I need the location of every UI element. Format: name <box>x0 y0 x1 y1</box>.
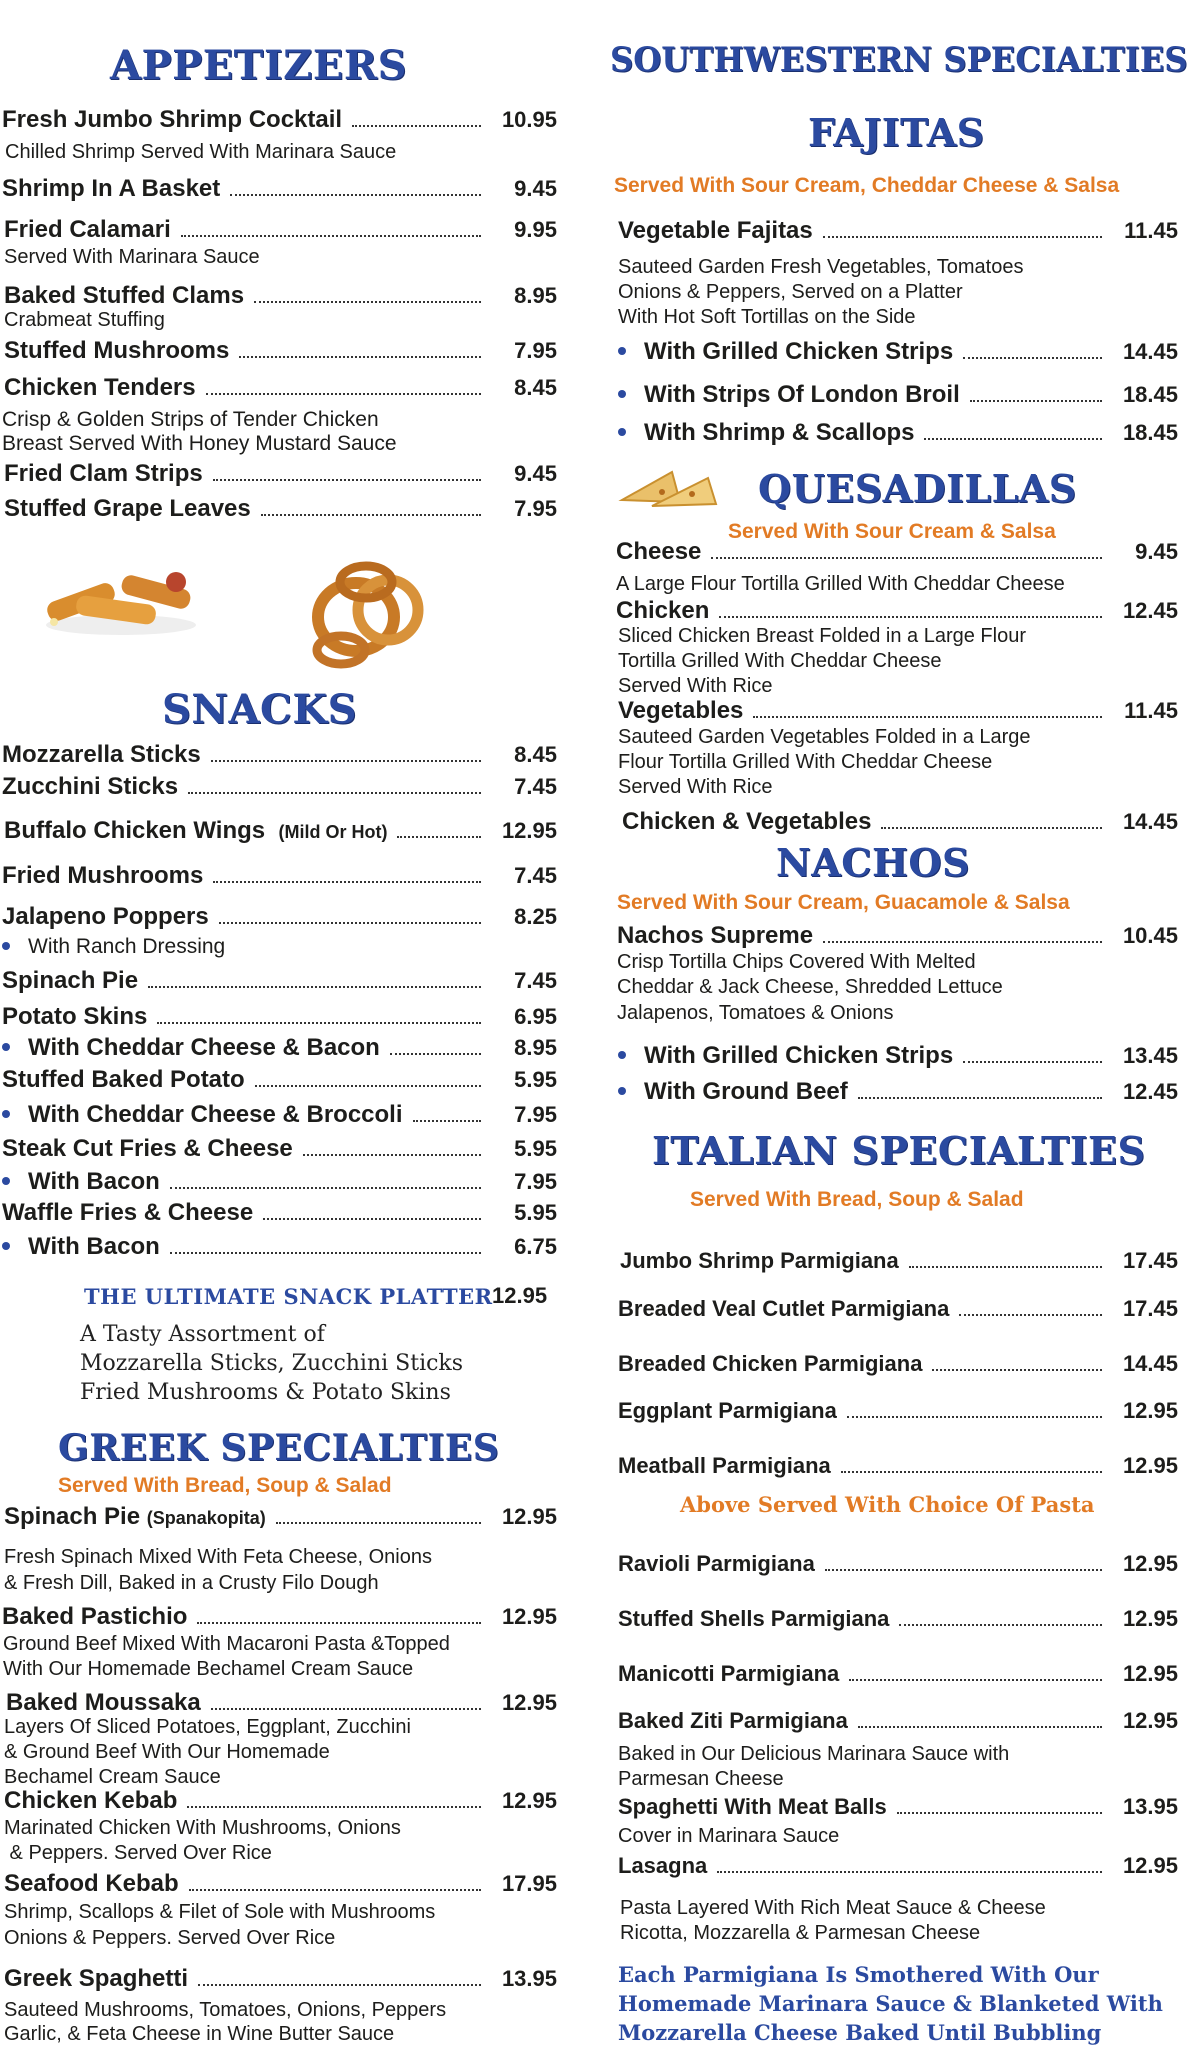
menu-item <box>4 374 557 404</box>
item-name: Ravioli Parmigiana <box>618 1551 815 1576</box>
item-name: Mozzarella Sticks <box>2 741 201 768</box>
item-price: 17.45 <box>1122 1296 1178 1321</box>
item-description: Baked in Our Delicious Marinara Sauce with <box>618 1743 1010 1765</box>
menu-item <box>618 1853 1178 1883</box>
item-price: 5.95 <box>514 1136 557 1161</box>
item-description: Served With Marinara Sauce <box>4 246 260 268</box>
menu-item <box>622 808 1178 838</box>
menu-item <box>620 1248 1178 1278</box>
quesadillas-subtitle: Served With Sour Cream & Salsa <box>728 520 1056 543</box>
menu-item <box>618 1606 1178 1636</box>
menu-item <box>2 1034 557 1064</box>
quesadilla-illustration <box>618 466 722 512</box>
item-name: Zucchini Sticks <box>2 773 179 800</box>
item-price: 12.95 <box>1122 1453 1178 1478</box>
item-name: With Cheddar Cheese & Broccoli <box>2 1101 403 1129</box>
item-name: Chicken Kebab <box>4 1787 178 1814</box>
item-description: Fresh Spinach Mixed With Feta Cheese, Onions <box>4 1546 432 1568</box>
item-price: 12.95 <box>501 1504 557 1529</box>
item-price: 12.95 <box>501 1788 557 1813</box>
item-description: Sauteed Garden Fresh Vegetables, Tomatoes <box>618 256 1024 278</box>
item-name: With Grilled Chicken Strips <box>618 1042 953 1070</box>
parmigiana-footer: Each Parmigiana Is Smothered With Our <box>618 1962 1099 1987</box>
italian-subtitle: Served With Bread, Soup & Salad <box>690 1188 1024 1211</box>
onion-rings-illustration <box>296 552 441 672</box>
item-description: Shrimp, Scallops & Filet of Sole with Mushrooms <box>4 1901 436 1923</box>
item-price: 7.95 <box>514 496 557 521</box>
item-price: 13.45 <box>1122 1043 1178 1068</box>
menu-item <box>618 338 1178 368</box>
item-price: 14.45 <box>1122 1351 1178 1376</box>
item-price: 7.45 <box>514 968 557 993</box>
item-price: 9.45 <box>514 461 557 486</box>
menu-item <box>616 597 1178 627</box>
menu-item <box>618 697 1178 727</box>
item-description: Layers Of Sliced Potatoes, Eggplant, Zucchini <box>4 1716 411 1738</box>
item-name: Fresh Jumbo Shrimp Cocktail <box>2 106 343 133</box>
item-price: 12.45 <box>1122 1079 1178 1104</box>
menu-item <box>4 495 557 525</box>
item-description: Onions & Peppers, Served on a Platter <box>618 281 963 303</box>
item-name: Shrimp In A Basket <box>2 175 221 202</box>
menu-item <box>4 1503 557 1533</box>
item-price: 12.95 <box>1122 1606 1178 1631</box>
menu-item <box>2 1135 557 1165</box>
item-price: 17.95 <box>501 1871 557 1896</box>
item-name: Chicken & Vegetables <box>622 808 872 835</box>
item-name: Jalapeno Poppers <box>2 903 209 930</box>
menu-item <box>2 1603 557 1633</box>
item-price: 7.95 <box>514 1169 557 1194</box>
item-description: Cover in Marinara Sauce <box>618 1825 840 1847</box>
quesadillas-heading: QUESADILLAS <box>758 466 1077 511</box>
menu-item <box>4 1965 557 1995</box>
item-description: Ground Beef Mixed With Macaroni Pasta &Topped <box>3 1633 450 1655</box>
snack-platter-description: Fried Mushrooms & Potato Skins <box>80 1380 451 1405</box>
item-price: 18.45 <box>1122 420 1178 445</box>
item-price: 6.75 <box>514 1234 557 1259</box>
item-name: Lasagna <box>618 1853 708 1878</box>
item-name: Stuffed Mushrooms <box>4 337 230 364</box>
item-name: Steak Cut Fries & Cheese <box>2 1135 293 1162</box>
item-description: Served With Rice <box>618 675 773 697</box>
item-price: 6.95 <box>514 1004 557 1029</box>
item-name: Greek Spaghetti <box>4 1965 189 1992</box>
menu-item <box>2 862 557 892</box>
item-description: & Ground Beef With Our Homemade <box>4 1741 330 1763</box>
item-description: Chilled Shrimp Served With Marinara Sauce <box>5 141 397 163</box>
item-name: Breaded Veal Cutlet Parmigiana <box>618 1296 950 1321</box>
item-price: 7.95 <box>514 338 557 363</box>
menu-item <box>4 460 557 490</box>
fajitas-heading: FAJITAS <box>808 110 985 155</box>
menu-item <box>2 1066 557 1096</box>
parmigiana-footer: Homemade Marinara Sauce & Blanketed With <box>618 1991 1163 2016</box>
item-name: Fried Calamari <box>4 216 171 243</box>
nachos-subtitle: Served With Sour Cream, Guacamole & Salsa <box>617 891 1070 914</box>
item-price: 12.95 <box>1122 1853 1178 1878</box>
item-description: Jalapenos, Tomatoes & Onions <box>617 1002 894 1024</box>
item-price: 14.45 <box>1122 809 1178 834</box>
menu-item <box>2 1233 557 1263</box>
mozzarella-sticks-illustration <box>36 560 206 640</box>
item-name: Breaded Chicken Parmigiana <box>618 1351 923 1376</box>
item-price: 12.95 <box>1122 1551 1178 1576</box>
item-name: With Shrimp & Scallops <box>618 419 914 447</box>
item-name: Waffle Fries & Cheese <box>2 1199 254 1226</box>
snack-platter-price: 12.95 <box>492 1283 548 1308</box>
italian-heading: ITALIAN SPECIALTIES <box>652 1128 1146 1173</box>
item-name: With Bacon <box>2 1168 160 1196</box>
snack-platter-description: A Tasty Assortment of <box>80 1322 325 1347</box>
item-name: Fried Mushrooms <box>2 862 204 889</box>
item-name: Chicken <box>616 597 710 624</box>
item-name: Buffalo Chicken Wings (Mild Or Hot) <box>4 817 388 844</box>
item-name: Spaghetti With Meat Balls <box>618 1794 887 1819</box>
item-name: With Ground Beef <box>618 1078 848 1106</box>
item-price: 12.95 <box>501 1690 557 1715</box>
item-description: Ricotta, Mozzarella & Parmesan Cheese <box>620 1922 981 1944</box>
snack-platter-description: Mozzarella Sticks, Zucchini Sticks <box>80 1351 464 1376</box>
item-name: Eggplant Parmigiana <box>618 1398 837 1423</box>
menu-item <box>2 175 557 205</box>
menu-item <box>618 1661 1178 1691</box>
item-description: Sauteed Mushrooms, Tomatoes, Onions, Peppers <box>4 1999 447 2021</box>
menu-item <box>4 817 557 847</box>
item-description: Pasta Layered With Rich Meat Sauce & Cheese <box>620 1897 1046 1919</box>
item-price: 9.45 <box>1135 539 1178 564</box>
item-price: 8.45 <box>514 742 557 767</box>
item-name: Baked Moussaka <box>6 1689 201 1716</box>
item-description: Breast Served With Honey Mustard Sauce <box>2 432 397 455</box>
item-price: 8.95 <box>514 1035 557 1060</box>
greek-subtitle: Served With Bread, Soup & Salad <box>58 1474 392 1497</box>
nachos-heading: NACHOS <box>776 840 970 885</box>
item-name: Nachos Supreme <box>617 922 814 949</box>
snack-platter-title: THE ULTIMATE SNACK PLATTER <box>84 1284 493 1309</box>
item-price: 7.95 <box>514 1102 557 1127</box>
item-price: 12.95 <box>1122 1398 1178 1423</box>
greek-heading: GREEK SPECIALTIES <box>58 1427 500 1469</box>
item-price: 12.45 <box>1122 598 1178 623</box>
parmigiana-footer: Mozzarella Cheese Baked Until Bubbling <box>618 2020 1102 2045</box>
item-name: Spinach Pie <box>2 967 139 994</box>
item-price: 9.45 <box>514 176 557 201</box>
item-name: With Cheddar Cheese & Bacon <box>2 1034 380 1062</box>
fajitas-subtitle: Served With Sour Cream, Cheddar Cheese & Salsa <box>614 174 1120 197</box>
item-description: Crisp Tortilla Chips Covered With Melted <box>617 951 976 973</box>
menu-item <box>4 1870 557 1900</box>
item-description: Sauteed Garden Vegetables Folded in a Large <box>618 726 1031 748</box>
item-description: With Hot Soft Tortillas on the Side <box>618 306 916 328</box>
menu-item <box>4 337 557 367</box>
menu-item <box>618 1708 1178 1738</box>
item-name: Vegetables <box>618 697 744 724</box>
item-description: Onions & Peppers. Served Over Rice <box>4 1927 336 1949</box>
item-name: Vegetable Fajitas <box>618 217 813 244</box>
item-price: 7.45 <box>514 863 557 888</box>
item-description: Tortilla Grilled With Cheddar Cheese <box>618 650 942 672</box>
menu-item <box>4 1787 557 1817</box>
item-price: 10.95 <box>501 107 557 132</box>
menu-item <box>4 216 557 246</box>
item-price: 12.95 <box>1122 1708 1178 1733</box>
item-description: Crabmeat Stuffing <box>4 309 165 331</box>
item-sub-description: With Ranch Dressing <box>2 934 225 959</box>
item-price: 10.45 <box>1122 923 1178 948</box>
item-description: Parmesan Cheese <box>618 1768 784 1790</box>
item-price: 5.95 <box>514 1200 557 1225</box>
item-price: 12.95 <box>1122 1661 1178 1686</box>
menu-item <box>618 1296 1178 1326</box>
item-price: 8.45 <box>514 375 557 400</box>
menu-item <box>2 106 557 136</box>
menu-item <box>618 1351 1178 1381</box>
menu-item <box>2 1003 557 1033</box>
pasta-note: Above Served With Choice Of Pasta <box>680 1492 1095 1517</box>
menu-item <box>618 419 1178 449</box>
item-price: 17.45 <box>1122 1248 1178 1273</box>
item-price: 12.95 <box>501 818 557 843</box>
item-price: 13.95 <box>1122 1794 1178 1819</box>
item-name: Stuffed Baked Potato <box>2 1066 245 1093</box>
menu-item <box>2 773 557 803</box>
menu-item <box>618 1398 1178 1428</box>
item-description: Flour Tortilla Grilled With Cheddar Cheese <box>618 751 993 773</box>
item-description: & Fresh Dill, Baked in a Crusty Filo Dough <box>4 1572 379 1594</box>
item-description: Crisp & Golden Strips of Tender Chicken <box>2 408 379 431</box>
item-description: Garlic, & Feta Cheese in Wine Butter Sauce <box>4 2023 395 2045</box>
item-name: With Grilled Chicken Strips <box>618 338 953 366</box>
menu-item <box>618 1453 1178 1483</box>
item-price: 8.25 <box>514 904 557 929</box>
item-name: Meatball Parmigiana <box>618 1453 831 1478</box>
item-name: With Strips Of London Broil <box>618 381 960 409</box>
snacks-heading: SNACKS <box>162 686 357 733</box>
item-description: Bechamel Cream Sauce <box>4 1766 221 1788</box>
item-price: 12.95 <box>501 1604 557 1629</box>
southwestern-heading: SOUTHWESTERN SPECIALTIES <box>610 40 1188 80</box>
menu-item <box>2 741 557 771</box>
menu-item <box>618 1551 1178 1581</box>
item-name: Baked Ziti Parmigiana <box>618 1708 848 1733</box>
item-name: Seafood Kebab <box>4 1870 179 1897</box>
menu-item <box>618 217 1178 247</box>
item-price: 5.95 <box>514 1067 557 1092</box>
item-price: 14.45 <box>1122 339 1178 364</box>
item-name: Jumbo Shrimp Parmigiana <box>620 1248 899 1273</box>
menu-item <box>618 1794 1178 1824</box>
item-description: Sliced Chicken Breast Folded in a Large Flour <box>618 625 1026 647</box>
item-description: & Peppers. Served Over Rice <box>4 1842 272 1864</box>
item-name: Stuffed Shells Parmigiana <box>618 1606 890 1631</box>
item-name: Spinach Pie (Spanakopita) <box>4 1503 266 1530</box>
item-price: 18.45 <box>1122 382 1178 407</box>
menu-item <box>617 922 1178 952</box>
item-name: Potato Skins <box>2 1003 148 1030</box>
item-name: Cheese <box>616 538 702 565</box>
menu-item <box>2 903 557 933</box>
menu-item <box>2 1101 557 1131</box>
item-description: With Our Homemade Bechamel Cream Sauce <box>3 1658 414 1680</box>
menu-item <box>618 381 1178 411</box>
menu-item <box>618 1042 1178 1072</box>
item-description: A Large Flour Tortilla Grilled With Cheddar Cheese <box>616 573 1065 595</box>
item-price: 13.95 <box>501 1966 557 1991</box>
item-price: 8.95 <box>514 283 557 308</box>
menu-item <box>616 538 1178 568</box>
menu-item <box>2 967 557 997</box>
item-description: Cheddar & Jack Cheese, Shredded Lettuce <box>617 976 1003 998</box>
item-name: Chicken Tenders <box>4 374 196 401</box>
menu-item <box>2 1199 557 1229</box>
item-price: 7.45 <box>514 774 557 799</box>
appetizers-heading: APPETIZERS <box>110 42 407 89</box>
item-name: Fried Clam Strips <box>4 460 203 487</box>
menu-item <box>618 1078 1178 1108</box>
item-price: 9.95 <box>514 217 557 242</box>
item-name: Manicotti Parmigiana <box>618 1661 840 1686</box>
item-price: 11.45 <box>1124 218 1178 243</box>
menu-item <box>2 1168 557 1198</box>
item-description: Marinated Chicken With Mushrooms, Onions <box>4 1817 401 1839</box>
item-name: Baked Stuffed Clams <box>4 282 245 309</box>
item-name: Stuffed Grape Leaves <box>4 495 251 522</box>
item-name: Baked Pastichio <box>2 1603 188 1630</box>
item-name: With Bacon <box>2 1233 160 1261</box>
item-description: Served With Rice <box>618 776 773 798</box>
item-price: 11.45 <box>1124 698 1178 723</box>
